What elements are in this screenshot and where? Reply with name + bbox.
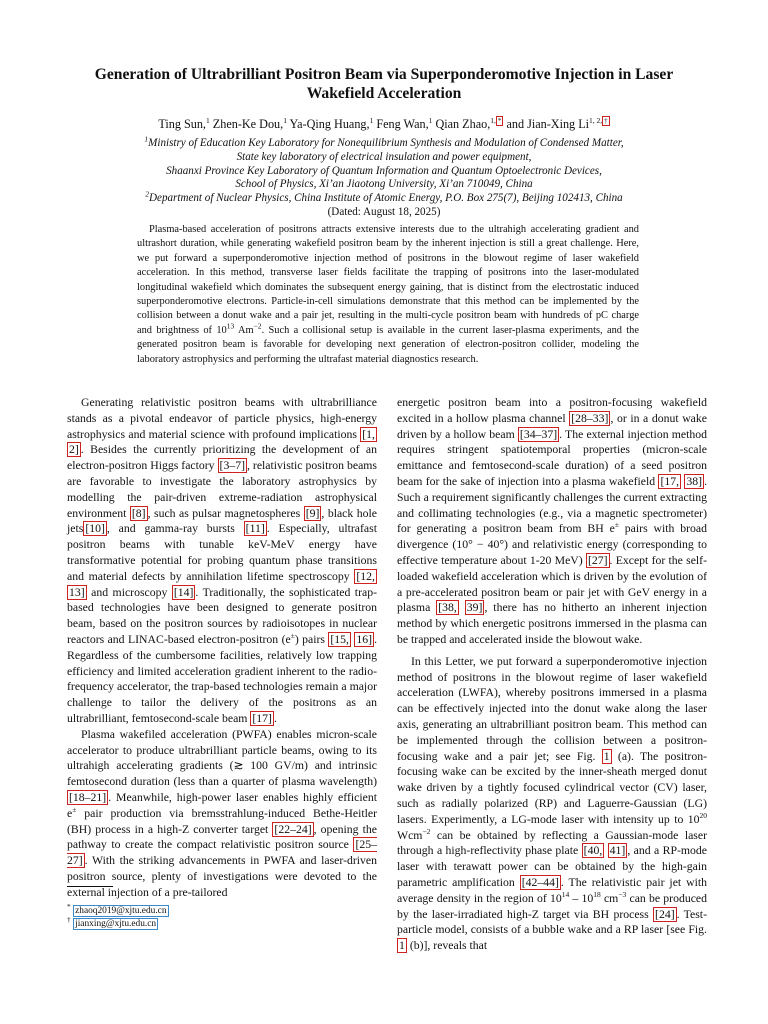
paragraph: In this Letter, we put forward a superponderomotive injection method of positrons in the blowout regime of laser wakefield acceleration (LWFA), whereby positrons immersed in a plasma can be effectively injected into the donut wake along the laser axis, generating an ultrabrilliant positron beam. This method can be implemented through the collision between a positron-focusing wake and a pair jet; see Fig. 1 (a). The positron-focusing wake can be excited by the inner-sheath merged donut wake driven by a tightly focused cylindrical vector (CV) laser, such as radially polarized (RP) and Laguerre-Gaussian (LG) lasers. Experimently, a LG-mode laser with intensity up to $10^{20}$ Wcm$^{-2}$ can be obtained by reflecting a Gaussian-mode laser through a high-reflectivity phase plate [40, 41] , and a RP-mode laser with terawatt power can be obtained by the high-gain parametric amplification [42–44] . The relativistic pair jet with average density in the region of $10^{14} - 10^{18}$ $cm^{-3}$ can be produced by the laser-irradiated high-Z target via BH process [24] . Test-particle model, consists of a bubble wake and a RP laser [see Fig. 1 (b)], reveals that xyxy=(397,654,708,953)
affiliation-2: $^2$Department of Nuclear Physics, China Institute of Atomic Energy, P.O. Box 275(7), Beijing 102413, China xyxy=(145,189,623,205)
affiliation-mark: 1 xyxy=(369,115,374,125)
paragraph: energetic positron beam into a positron-focusing wakefield excited in a hollow plasma channel [28–33] , or in a donut wake driven by a hollow beam [34–37] . The external injection method requires stringent spatiotemporal properties (micron-scale emittance and femtosecond-scale duration) of a seed positron beam for the sake of injection into a plasma wakefield [17, 38] . Such a requirement significantly challenges the current extracting and collimating technologies (e.g., via a magnetic spectrometer) for generating a positron beam from BH e± pairs with broad divergence (10° − 40°) and relativistic energy (corresponding to effective temperature about 1-20 MeV) [27] . Except for the self-loaded wakefield acceleration which is driven by the evolution of a pre-accelerated positron beam or pair jet with GeV energy in a plasma [38, 39] , there has no hitherto an inherent injection method by which energetic positrons immersed in the plasma can be trapped and accelerated inside the blowout wake. xyxy=(397,396,708,646)
figure-link[interactable]: 1 xyxy=(603,749,610,763)
citation-link[interactable]: 16] xyxy=(356,632,373,646)
citation-link[interactable]: [9] xyxy=(305,506,320,520)
affiliation-1-line-4: School of Physics, Xi’an Jiaotong University, Xi’an 710049, China xyxy=(235,178,533,191)
citation-link[interactable]: [34–37] xyxy=(519,427,558,441)
affiliation-mark: 1 xyxy=(428,115,433,125)
citation-link[interactable]: [42–44] xyxy=(521,875,559,889)
citation-link[interactable]: [17] xyxy=(252,711,272,725)
footnote-link[interactable]: † xyxy=(604,116,608,125)
email-link[interactable]: zhaoq2019@xjtu.edu.cn xyxy=(75,906,167,916)
author-name: Zhen-Ke Dou, xyxy=(212,117,284,131)
citation-link[interactable]: [24] xyxy=(655,907,675,921)
affiliation-mark: 1, 2, † xyxy=(589,115,608,125)
affiliation-mark: 1 xyxy=(283,115,287,125)
citation-link[interactable]: [38, xyxy=(438,601,457,615)
citation-link[interactable]: [10] xyxy=(85,522,105,536)
affiliation-1: $^1$Ministry of Education Key Laboratory for Nonequilibrium Synthesis and Modulation of Condensed Matter, xyxy=(144,134,624,149)
affiliation-mark: 1, * xyxy=(490,115,502,125)
right-column xyxy=(397,395,707,954)
citation-link[interactable]: 2] xyxy=(69,443,79,457)
abstract: Plasma-based acceleration of positrons attracts extensive interests due to the ultrahigh accelerating gradient and ultrashort duration, while generating wakefield positron beam by the inherent injection is still a great challenge. Here, we put forward a superponderomotive injection method of positrons in the blowout regime of laser wakefield acceleration. In this method, transverse laser fields facilitate the trapping of positrons into the laser-modulated longitudinal wakefield which dominates the subsequent energy gaining, that is distinct from the electrostatic induced superponderomotive electrons. Particle-in-cell simulations demonstrate that this method can be implemented by the collision between a donut wake and a pair jet, resulting in the multi-cycle positron beam with hundreds of pC charge and brightness of $10^{13}$ $Am^{-2}$. Such a collisional setup is available in the current laser-plasma experiments, and the generated positron beam is favorable for developing next generation of electron-positron collider, modeling the laboratory astrophysics and performing the ultrafast material diagnostics research. xyxy=(137,224,639,365)
author-name: Ya-Qing Huang, xyxy=(289,117,370,131)
citation-link[interactable]: 41] xyxy=(609,844,626,858)
author-name: Qian Zhao, xyxy=(435,117,491,131)
citation-link[interactable]: 13] xyxy=(69,585,85,599)
citation-link[interactable]: [8] xyxy=(131,506,146,520)
paragraph: Generating relativistic positron beams with ultrabrilliance stands as a pivotal endeavor of particle physics, high-energy astrophysics and material science with profound implications [1, 2] . Besides the currently prioritizing the development of an electron-positron Higgs factory [3–7] , relativistic positron beams are favorable to investigate the laboratory astrophysics by modelling the pair-driven extreme-radiation astrophysical environment [8] , such as pulsar magnetospheres [9] , black hole jets [10] , and gamma-ray bursts [11] . Especially, ultrafast positron beams with tunable keV-MeV energy have transformative potential for probing quantum phase transitions and material defects by annihilation lifetime spectroscopy [12, 13] and microscopy [14] . Traditionally, the sophisticated trap-based technologies have been designed to generate positron beam, based on the positron sources by radioisotopes in nuclear reactors and LINAC-based electron-positron (e±) pairs [15, 16] . Regardless of the cumbersome facilities, relatively low trapping efficiency and limited acceleration gradient inherent to the radio-frequency accelerator, the trap-based technologies remain a major challenge to tailor the delivery of the positrons as an ultrabrilliant, femtosecond-scale beam [17] . xyxy=(67,396,378,725)
author-list xyxy=(60,117,708,132)
citation-link[interactable]: [22–24] xyxy=(274,822,312,836)
left-column xyxy=(67,395,377,901)
footnote-1: * zhaoq2019@xjtu.edu.cn xyxy=(67,901,167,916)
citation-link[interactable]: [1, xyxy=(362,427,375,441)
citation-link[interactable]: [27] xyxy=(587,553,608,567)
citation-link[interactable]: [18–21] xyxy=(69,790,107,804)
email-link[interactable]: jianxing@xjtu.edu.cn xyxy=(75,919,157,929)
footnote-link[interactable]: * xyxy=(497,116,502,125)
citation-link[interactable]: 39] xyxy=(466,601,483,615)
citation-link[interactable]: [28–33] xyxy=(571,411,609,425)
paragraph: Plasma wakefiled acceleration (PWFA) enables micron-scale accelerator to produce ultrabrilliant particle beams, owing to its ultrahigh accelerating gradients (≳ 100 GV/m) and intrinsic femtosecond duration (less than a quarter of plasma wavelength) [18–21] . Meanwhile, high-power laser enables highly efficient e± pair production via bremsstrahlung-induced Bethe-Heitler (BH) process in a high-Z converter target [22–24] , opening the pathway to create the compact relativistic positron source [25–27] . With the striking advancements in PWFA and laser-driven positron source, plenty of investigations were devoted to the external injection of a pre-tailored xyxy=(67,727,377,899)
citation-link[interactable]: [17, xyxy=(660,474,680,488)
citation-link[interactable]: [40, xyxy=(583,844,603,858)
citation-link[interactable]: [14] xyxy=(173,585,194,599)
citation-link[interactable]: [12, xyxy=(356,569,375,583)
affiliation-1-line-3: Shaanxi Province Key Laboratory of Quantum Information and Quantum Optoelectronic Devices, xyxy=(166,164,602,177)
citation-link[interactable]: [25–27] xyxy=(67,838,377,868)
author-name: Feng Wan, xyxy=(376,117,429,131)
date-line: (Dated: August 18, 2025) xyxy=(327,205,441,218)
footnotes xyxy=(67,901,169,931)
affiliations xyxy=(60,134,708,220)
citation-link[interactable]: 38] xyxy=(686,474,703,488)
citation-link[interactable]: [11] xyxy=(245,522,265,536)
author-name: and Jian-Xing Li xyxy=(506,117,590,131)
footnote-2: † jianxing@xjtu.edu.cn xyxy=(67,914,157,929)
paper-title: Generation of Ultrabrilliant Positron Beam via Superponderomotive Injection in Laser Wakefield Acceleration xyxy=(94,66,674,102)
figure-link[interactable]: 1 xyxy=(399,939,405,953)
affiliation-mark: 1 xyxy=(205,115,210,125)
citation-link[interactable]: [15, xyxy=(330,632,349,646)
author-name: Ting Sun, xyxy=(158,117,206,131)
affiliation-1-line-2: State key laboratory of electrical insulation and power equipment, xyxy=(236,150,532,163)
footnote-divider xyxy=(67,886,113,887)
citation-link[interactable]: [3–7] xyxy=(219,459,245,473)
